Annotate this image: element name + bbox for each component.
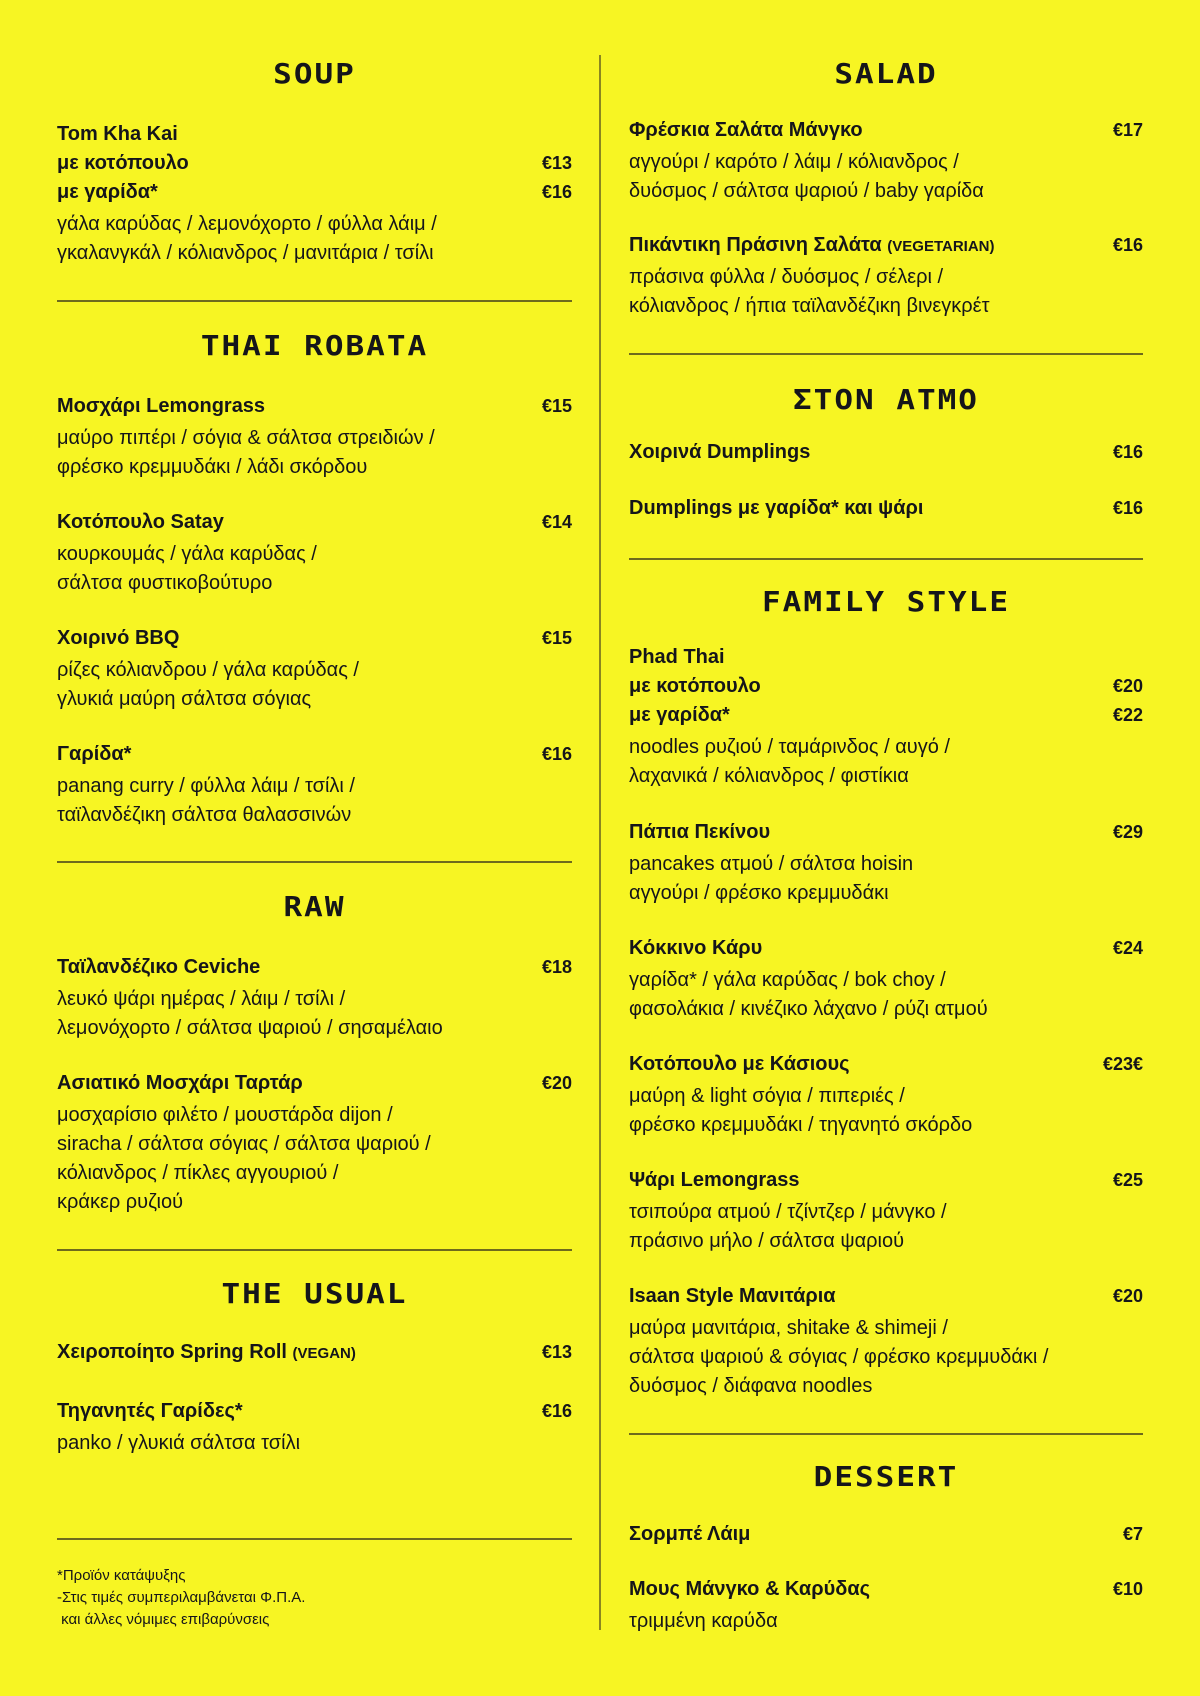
menu-item [629,441,1143,470]
item-price: €18 [541,957,572,977]
menu-item [629,234,1143,321]
footnote-line: και άλλες νόμιμες επιβαρύνσεις [57,1611,270,1628]
item-name: Πάπια Πεκίνου [629,821,771,843]
item-tag: (VEGAN) [292,1345,356,1362]
item-description: αγγούρι / καρότο / λάιμ / κόλιανδρος / [629,151,959,173]
item-description: κόλιανδρος / ήπια ταϊλανδέζικη βινεγκρέτ [629,295,990,317]
item-price: €24 [1112,938,1143,958]
item-description: κουρκουμάς / γάλα καρύδας / [57,543,317,565]
section-title-family-style: FAMILY STYLE [762,585,1010,619]
item-price: €25 [1112,1170,1143,1190]
item-description: κράκερ ρυζιού [57,1191,184,1213]
item-name: Μοσχάρι Lemongrass [57,395,266,417]
item-description: τριμμένη καρύδα [629,1610,778,1632]
item-description: μαύρα μανιτάρια, shitake & shimeji / [629,1317,948,1339]
item-description: siracha / σάλτσα σόγιας / σάλτσα ψαριού / [57,1133,431,1155]
item-name: Κοτόπουλο Satay [57,511,224,533]
item-price: €7 [1122,1524,1143,1544]
item-description: ρίζες κόλιανδρου / γάλα καρύδας / [57,659,359,681]
section-title-dessert: DESSERT [813,1460,959,1494]
section-rule [57,1249,572,1251]
item-price: €16 [1112,235,1143,255]
item-variant: με γαρίδα* [629,704,730,726]
item-price: €16 [541,1401,572,1421]
menu-item [57,511,572,598]
section-title-salad: SALAD [834,57,938,91]
menu-item [57,627,572,714]
item-description: γκαλανγκάλ / κόλιανδρος / μανιτάρια / τσίλι [57,242,434,264]
menu-item [629,937,1143,1024]
item-description: αγγούρι / φρέσκο κρεμμυδάκι [629,882,889,904]
item-variant: με γαρίδα* [57,181,158,203]
item-description: πράσινο μήλο / σάλτσα ψαριού [629,1230,905,1252]
menu-item [629,1285,1143,1401]
item-name: Φρέσκια Σαλάτα Μάνγκο [629,119,863,141]
section-rule [57,300,572,302]
item-price: €20 [541,1073,572,1093]
item-description: φρέσκο κρεμμυδάκι / τηγανητό σκόρδο [629,1114,973,1136]
item-price: €10 [1112,1579,1143,1599]
item-price: €16 [1112,442,1143,462]
menu-item [57,395,572,482]
footnote-line: -Στις τιμές συμπεριλαμβάνεται Φ.Π.Α. [57,1589,306,1606]
item-name: Γαρίδα* [57,743,132,765]
item-price: €29 [1112,822,1143,842]
item-tag: (VEGETARIAN) [887,238,995,255]
item-price: €13 [541,1342,572,1362]
item-description: μαύρο πιπέρι / σόγια & σάλτσα στρειδιών / [57,427,435,449]
item-description: λεμονόχορτο / σάλτσα ψαριού / σησαμέλαιο [57,1017,443,1039]
item-description: panang curry / φύλλα λάιμ / τσίλι / [57,775,355,797]
footnote-line: *Προϊόν κατάψυξης [57,1567,186,1584]
item-description: panko / γλυκιά σάλτσα τσίλι [57,1432,301,1454]
item-name: Χοιρινά Dumplings [629,441,811,463]
menu-item [629,1523,1143,1552]
section-rule [57,1538,572,1540]
item-name: Μους Μάνγκο & Καρύδας [629,1578,871,1600]
item-name: Χοιρινό BBQ [57,627,180,649]
item-name: Dumplings με γαρίδα* και ψάρι [629,497,924,519]
item-price: €23€ [1102,1054,1143,1074]
menu-item [629,497,1143,526]
menu-item [57,1341,572,1370]
item-variant: με κοτόπουλο [57,152,189,174]
menu-item [629,1169,1143,1256]
item-description: λαχανικά / κόλιανδρος / φιστίκια [629,765,909,787]
menu-item [57,1400,572,1458]
item-name: Phad Thai [629,646,725,668]
menu-item [629,1578,1143,1636]
item-name: Πικάντικη Πράσινη Σαλάτα [629,234,882,256]
section-title-soup: SOUP [273,57,356,91]
item-price: €16 [541,182,572,202]
item-description: ταϊλανδέζικη σάλτσα θαλασσινών [57,804,352,826]
menu-item [629,119,1143,206]
item-description: pancakes ατμού / σάλτσα hoisin [629,853,914,875]
item-description: δυόσμος / διάφανα noodles [629,1375,873,1397]
column-divider [599,55,601,1630]
item-description: δυόσμος / σάλτσα ψαριού / baby γαρίδα [629,180,984,202]
item-price: €17 [1112,120,1143,140]
item-name: Τηγανητές Γαρίδες* [57,1400,243,1422]
item-price: €16 [541,744,572,764]
item-description: μοσχαρίσιο φιλέτο / μουστάρδα dijon / [57,1104,393,1126]
item-price: €20 [1112,676,1143,696]
section-title-raw: RAW [283,890,346,924]
menu-item [57,1072,572,1217]
menu-item-phad-thai [629,646,1143,791]
item-description: γλυκιά μαύρη σάλτσα σόγιας [57,688,312,710]
item-description: σάλτσα ψαριού & σόγιας / φρέσκο κρεμμυδάκι / [629,1346,1049,1368]
item-price: €15 [541,628,572,648]
menu-item [629,1053,1143,1140]
item-name: Κοτόπουλο με Κάσιους [629,1053,850,1075]
item-description: κόλιανδρος / πίκλες αγγουριού / [57,1162,339,1184]
item-name: Χειροποίητο Spring Roll [57,1341,287,1363]
section-rule [57,861,572,863]
item-name: Ταϊλανδέζικο Ceviche [57,956,261,978]
item-name: Isaan Style Μανιτάρια [629,1285,836,1307]
section-rule [629,1433,1143,1435]
item-description: γαρίδα* / γάλα καρύδας / bok choy / [629,969,946,991]
item-description: λευκό ψάρι ημέρας / λάιμ / τσίλι / [57,988,346,1010]
item-price: €15 [541,396,572,416]
item-price: €20 [1112,1286,1143,1306]
menu-item [57,956,572,1043]
item-name: Σορμπέ Λάιμ [629,1523,751,1545]
item-price: €16 [1112,498,1143,518]
item-price: €14 [541,512,572,532]
footnote [57,1565,572,1631]
menu-item [629,821,1143,908]
item-name: Κόκκινο Κάρυ [629,937,763,959]
section-rule [629,558,1143,560]
item-name: Ασιατικό Μοσχάρι Ταρτάρ [57,1072,303,1094]
item-price: €22 [1112,705,1143,725]
item-description: noodles ρυζιού / ταμάρινδος / αυγό / [629,736,950,758]
item-variant: με κοτόπουλο [629,675,761,697]
item-description: φασολάκια / κινέζικο λάχανο / ρύζι ατμού [629,998,988,1020]
item-description: σάλτσα φυστικοβούτυρο [57,572,273,594]
section-title-steam: ΣΤΟΝ ΑΤΜΟ [793,383,979,417]
item-name: Ψάρι Lemongrass [629,1169,800,1191]
item-description: γάλα καρύδας / λεμονόχορτο / φύλλα λάιμ / [57,213,437,235]
item-description: τσιπούρα ατμού / τζίντζερ / μάνγκο / [629,1201,947,1223]
menu-item-tom-kha-kai [57,123,572,268]
item-name: Tom Kha Kai [57,123,178,145]
item-description: φρέσκο κρεμμυδάκι / λάδι σκόρδου [57,456,368,478]
item-price: €13 [541,153,572,173]
item-description: μαύρη & light σόγια / πιπεριές / [629,1085,905,1107]
section-rule [629,353,1143,355]
menu-item [57,743,572,830]
section-title-the-usual: THE USUAL [221,1277,408,1311]
item-description: πράσινα φύλλα / δυόσμος / σέλερι / [629,266,944,288]
section-title-thai-robata: THAI ROBATA [200,329,429,363]
